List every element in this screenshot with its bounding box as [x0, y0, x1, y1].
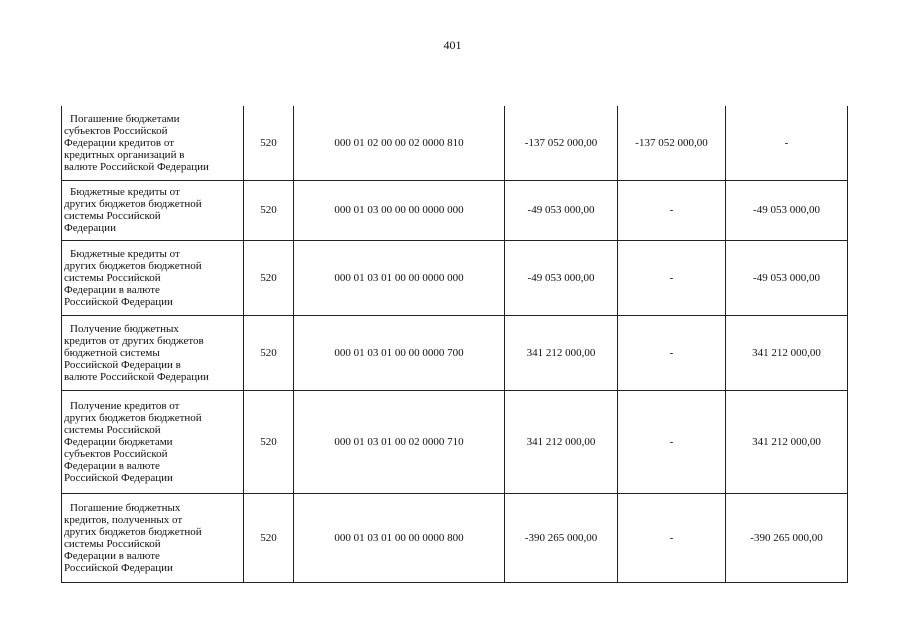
row-name-line: Федерации в валюте: [64, 459, 160, 472]
table-row: [62, 240, 848, 315]
row-name-line: субъектов Российской: [64, 124, 168, 137]
row-name-line: Российской Федерации: [64, 295, 173, 308]
row-name-line: Бюджетные кредиты от: [70, 186, 180, 198]
row-name-line: кредитов от других бюджетов: [64, 334, 204, 347]
row-value2-cell: -: [618, 390, 726, 493]
row-name-cell: [62, 493, 244, 582]
row-value2-cell: -: [618, 240, 726, 315]
row-name-line: других бюджетов бюджетной: [64, 411, 202, 424]
row-name-line: Погашение бюджетами: [70, 112, 180, 125]
row-code-cell: 520: [244, 240, 294, 315]
row-value2-cell: -: [618, 493, 726, 582]
row-value1-cell: -137 052 000,00: [505, 106, 618, 180]
row-name-line: субъектов Российской: [64, 447, 168, 460]
row-name-line: Федерации в валюте: [64, 283, 160, 296]
row-name-cell: [62, 315, 244, 390]
table-row: [62, 180, 848, 240]
row-name-line: Федерации кредитов от: [64, 136, 175, 149]
row-name-line: других бюджетов бюджетной: [64, 198, 202, 210]
row-name-line: Получение кредитов от: [70, 399, 180, 412]
budget-sources-table: [61, 106, 848, 583]
page-number: 401: [443, 38, 462, 52]
row-name-cell: [62, 240, 244, 315]
row-name-line: бюджетной системы: [64, 346, 160, 359]
row-value3-cell: -49 053 000,00: [726, 240, 848, 315]
row-name-line: системы Российской: [64, 423, 161, 436]
row-kbk-cell: 000 01 03 01 00 00 0000 000: [294, 240, 505, 315]
row-kbk-cell: 000 01 03 00 00 00 0000 000: [294, 180, 505, 240]
row-name-cell: [62, 106, 244, 180]
row-name-line: кредитных организаций в: [64, 148, 185, 161]
row-name-line: Федерации в валюте: [64, 549, 160, 562]
row-code-cell: 520: [244, 106, 294, 180]
row-name-line: Федерации: [64, 222, 116, 234]
row-value3-cell: -390 265 000,00: [726, 493, 848, 582]
row-name-line: Бюджетные кредиты от: [70, 247, 180, 260]
row-name-line: Федерации бюджетами: [64, 435, 173, 448]
row-name-line: других бюджетов бюджетной: [64, 525, 202, 538]
table-body: [62, 106, 848, 582]
row-name-line: Погашение бюджетных: [70, 501, 181, 514]
row-name-line: валюте Российской Федерации: [64, 370, 209, 383]
row-kbk-cell: 000 01 03 01 00 00 0000 700: [294, 315, 505, 390]
row-name-line: системы Российской: [64, 537, 161, 550]
table-row: [62, 493, 848, 582]
row-value2-cell: -137 052 000,00: [618, 106, 726, 180]
row-name-cell: [62, 180, 244, 240]
row-value1-cell: 341 212 000,00: [505, 390, 618, 493]
table-row: [62, 390, 848, 493]
row-name-line: кредитов, полученных от: [64, 513, 183, 526]
row-value3-cell: 341 212 000,00: [726, 390, 848, 493]
row-name-cell: [62, 390, 244, 493]
row-value1-cell: 341 212 000,00: [505, 315, 618, 390]
row-name-line: других бюджетов бюджетной: [64, 259, 202, 272]
row-code-cell: 520: [244, 315, 294, 390]
row-name-line: Российской Федерации: [64, 471, 173, 484]
row-code-cell: 520: [244, 390, 294, 493]
row-code-cell: 520: [244, 493, 294, 582]
row-value3-cell: -49 053 000,00: [726, 180, 848, 240]
row-value2-cell: -: [618, 180, 726, 240]
row-value1-cell: -49 053 000,00: [505, 180, 618, 240]
row-name-line: системы Российской: [64, 210, 161, 222]
row-value3-cell: -: [726, 106, 848, 180]
row-name-line: Получение бюджетных: [70, 322, 179, 335]
row-code-cell: 520: [244, 180, 294, 240]
row-name-line: валюте Российской Федерации: [64, 160, 209, 173]
row-name-line: системы Российской: [64, 271, 161, 284]
row-kbk-cell: 000 01 02 00 00 02 0000 810: [294, 106, 505, 180]
row-value1-cell: -49 053 000,00: [505, 240, 618, 315]
row-value3-cell: 341 212 000,00: [726, 315, 848, 390]
row-name-line: Российской Федерации в: [64, 358, 181, 371]
row-name-line: Российской Федерации: [64, 561, 173, 574]
row-kbk-cell: 000 01 03 01 00 02 0000 710: [294, 390, 505, 493]
table-row: [62, 106, 848, 180]
row-value2-cell: -: [618, 315, 726, 390]
table-row: [62, 315, 848, 390]
row-value1-cell: -390 265 000,00: [505, 493, 618, 582]
row-kbk-cell: 000 01 03 01 00 00 0000 800: [294, 493, 505, 582]
